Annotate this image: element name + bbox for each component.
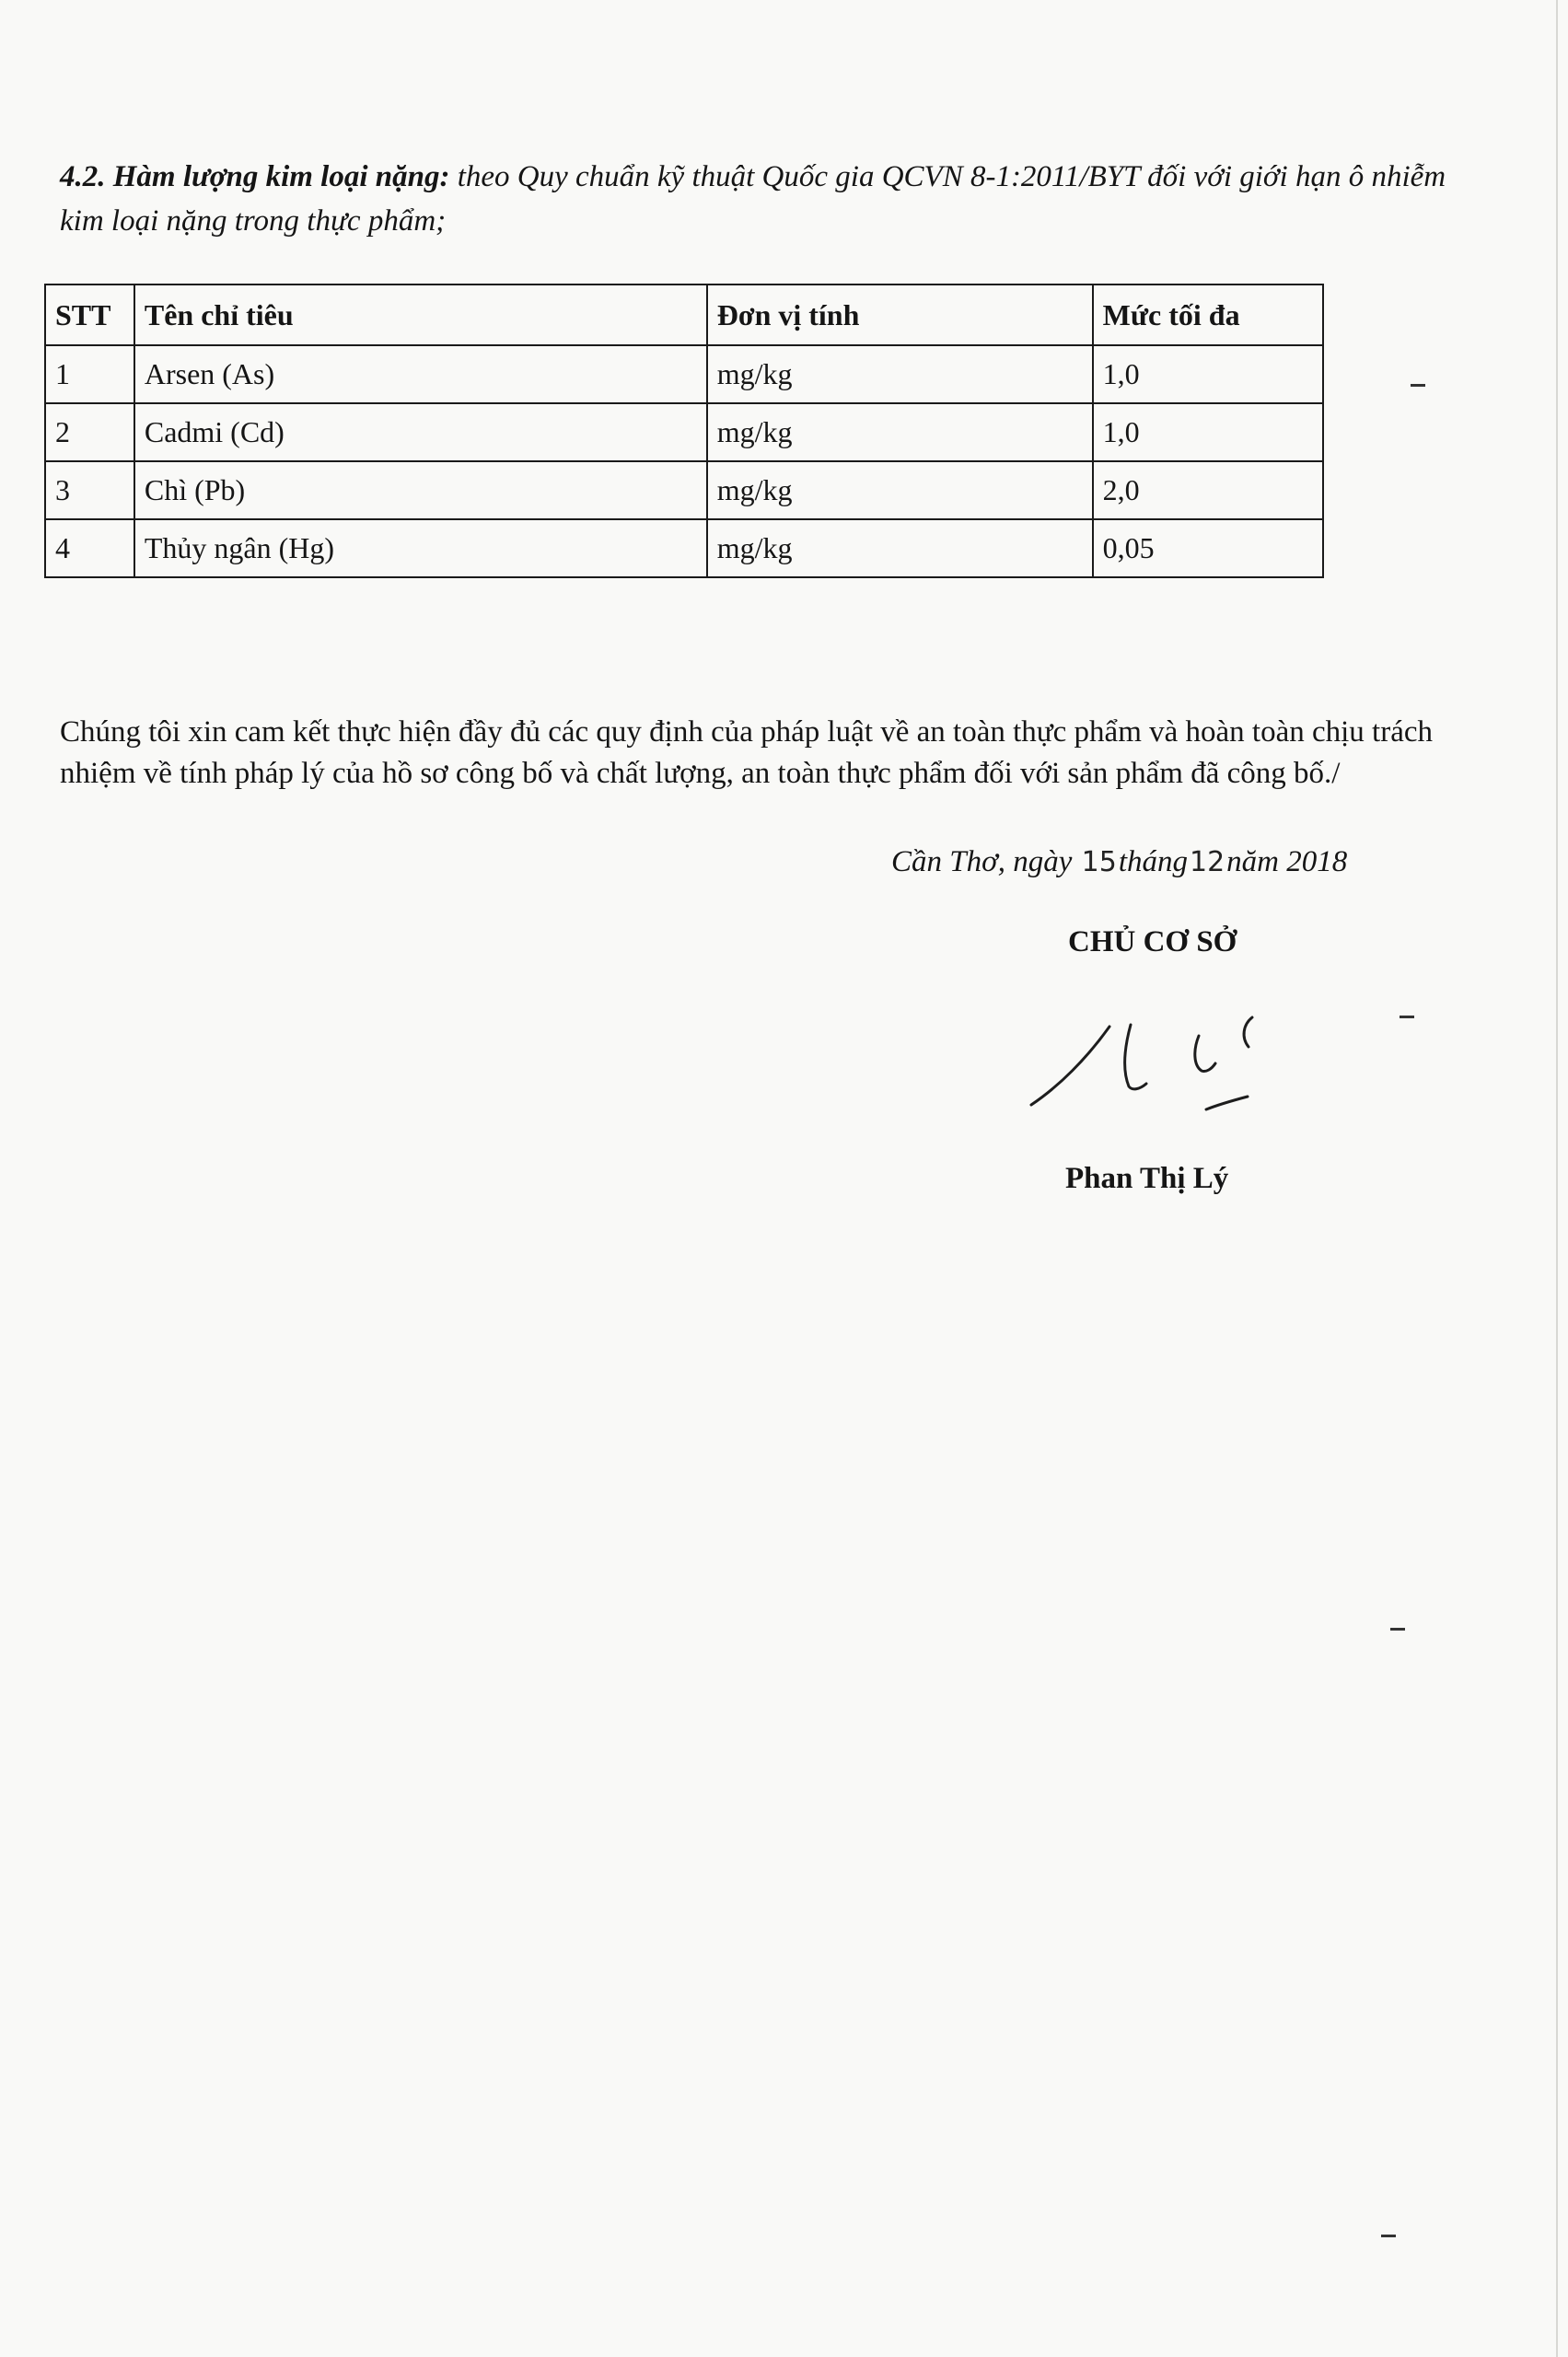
header-max-level: Mức tối đa [1093, 284, 1323, 345]
table-row [45, 345, 1323, 403]
handwritten-month: 12 [1189, 846, 1225, 878]
date-month-label: tháng [1118, 845, 1188, 878]
commitment-paragraph: Chúng tôi xin cam kết thực hiện đầy đủ các quy định của pháp luật về an toàn thực phẩm và hoàn toàn chịu trách nhiệm về tính pháp lý của hồ sơ công bố và chất lượng, an toàn thực phẩm đối với sản phẩm đã công bố./ [60, 715, 1433, 790]
cell-indicator-name: Thủy ngân (Hg) [134, 519, 707, 577]
cell-unit: mg/kg [707, 519, 1093, 577]
table-row [45, 519, 1323, 577]
handwritten-day: 15 [1081, 846, 1117, 878]
table-row [45, 461, 1323, 519]
cell-unit: mg/kg [707, 461, 1093, 519]
cell-stt: 3 [45, 461, 134, 519]
header-stt: STT [45, 284, 134, 345]
header-indicator-name: Tên chỉ tiêu [134, 284, 707, 345]
scan-mark [1400, 1016, 1414, 1018]
scan-mark [1411, 384, 1425, 387]
section-heading-title: 4.2. Hàm lượng kim loại nặng: [60, 160, 450, 193]
cell-indicator-name: Chì (Pb) [134, 461, 707, 519]
cell-unit: mg/kg [707, 345, 1093, 403]
handwritten-signature [1022, 999, 1298, 1137]
date-prefix: Cần Thơ, ngày [891, 845, 1080, 878]
signer-name: Phan Thị Lý [1065, 1162, 1229, 1195]
cell-max-level: 2,0 [1093, 461, 1323, 519]
cell-max-level: 1,0 [1093, 403, 1323, 461]
cell-unit: mg/kg [707, 403, 1093, 461]
section-heading-text: theo Quy chuẩn kỹ thuật Quốc gia QCVN 8-1:2011/BYT đối với giới hạn ô nhiễm kim loại nặng trong thực phẩm; [60, 160, 1446, 238]
section-heading [60, 155, 1459, 243]
header-unit: Đơn vị tính [707, 284, 1093, 345]
cell-stt: 4 [45, 519, 134, 577]
cell-max-level: 1,0 [1093, 345, 1323, 403]
cell-max-level: 0,05 [1093, 519, 1323, 577]
signer-role: CHỦ CƠ SỞ [1068, 925, 1237, 958]
heavy-metal-limits-table [44, 284, 1324, 578]
cell-stt: 1 [45, 345, 134, 403]
cell-indicator-name: Arsen (As) [134, 345, 707, 403]
scan-mark [1390, 1628, 1405, 1631]
cell-indicator-name: Cadmi (Cd) [134, 403, 707, 461]
table-header-row [45, 284, 1323, 345]
page-edge [1556, 0, 1558, 2357]
cell-stt: 2 [45, 403, 134, 461]
table-row [45, 403, 1323, 461]
date-year: năm 2018 [1226, 845, 1348, 878]
scan-mark [1381, 2235, 1396, 2237]
place-date-line [891, 845, 1347, 879]
